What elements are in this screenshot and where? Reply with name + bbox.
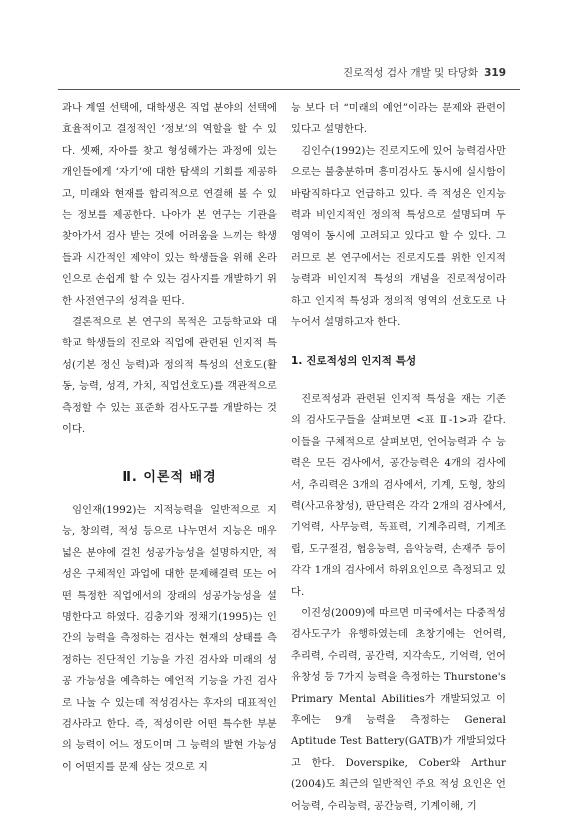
subsection-heading: 1. 진로적성의 인지적 특성 <box>291 355 417 368</box>
paragraph: 김인수(1992)는 진로지도에 있어 능력검사만으로는 불충분하며 흥미검사도 동시에 실시함이 바람직하다고 언급하고 있다. 즉 적성은 인지능력과 비인지적인 정의적 특성으로 설명되며 두 영역이 동시에 고려되고 있다고 할 수 있다. 그러므로 본 연구에서는 진로지도를 위한 인지적 능력과 비인지적 특성의 개념을 진로적성이라 하고 인지적 특성과 정의적 영역의 선호도로 나누어서 설명하고자 한다. <box>291 145 506 329</box>
paragraph: 과나 계열 선택에, 대학생은 직업 분야의 선택에 효율적이고 결정적인 ‘정보’의 역할을 할 수 있다. 셋째, 자아를 찾고 형성해가는 과정에 있는 개인들에게 ‘자기’에 대한 탐색의 기회를 제공하고, 미래와 현재를 합리적으로 연결해 볼 수 있는 정보를 제공한다. 나아가 본 연구는 기관을 찾아가서 검사 받는 것에 어려움을 느끼는 학생들과 시간적인 제약이 있는 학생들을 위해 온라인으로 손쉽게 할 수 있는 검사지를 개발하기 위한 사전연구의 성격을 띤다. <box>62 103 277 307</box>
paragraph: 이진성(2009)에 따르면 미국에서는 다중적성검사도구가 유행하였는데 초창기에는 언어력, 추리력, 수리력, 공간력, 지각속도, 기억력, 언어 유창성 등 7가지 능력을 측정하는 Thurstone's Primary Mental Abilities가 개발되었고 이후에는 9개 능력을 측정하는 General Aptitude Test Battery(GATB)가 개발되었다고 한다. Doverspike, Cober와 Arthur (2004)도 최근의 일반적인 주요 적성 요인은 언어능력, 수리능력, 공간능력, 기계이해, 기 <box>291 607 506 812</box>
header-rule <box>58 89 520 90</box>
page-header <box>0 62 572 82</box>
paragraph: 진로적성과 관련된 인지적 특성을 재는 기존의 검사도구들을 살펴보면 <표 Ⅱ-1>과 같다. 이들을 구체적으로 살펴보면, 언어능력과 수 능력은 모든 검사에서, 공간능력은 4개의 검사에서, 추리력은 3개의 검사에서, 기계, 도형, 창의력(사고유창성), 판단력은 각각 2개의 검사에서, 기억력, 사무능력, 독표력, 기계추리력, 기계조립, 도구절검, 협응능력, 음악능력, 손재주 등이 각각 1개의 검사에서 하위요인으로 측정되고 있다. <box>291 393 506 598</box>
page-number: 319 <box>484 67 506 79</box>
section-heading: Ⅱ. 이론적 배경 <box>122 469 217 485</box>
right-column <box>291 98 506 817</box>
running-title: 진로적성 검사 개발 및 타당화 <box>343 67 479 79</box>
left-column <box>62 98 277 778</box>
running-header <box>343 65 506 80</box>
paragraph: 임인재(1992)는 지적능력을 일반적으로 지능, 창의력, 적성 등으로 나누면서 지능은 매우 넓은 분야에 걸친 성공가능성을 설명하지만, 적성은 구체적인 과업에 대한 문제해결력 또는 어떤 특정한 직업에서의 장래의 성공가능성을 설명한다고 하였다. 김충기와 정채기(1995)는 인간의 능력을 측정하는 검사는 현재의 상태를 측정하는 진단적인 기능을 가진 검사와 미래의 성공 가능성을 예측하는 예언적 기능을 가진 검사로 나눌 수 있는데 적성검사는 후자의 대표적인 검사라고 한다. 즉, 적성이란 어떤 특수한 부분의 능력이 어느 정도이며 그 능력의 발현 가능성이 어떤지를 문제 삼는 것으로 지 <box>62 504 277 773</box>
paragraph: 결론적으로 본 연구의 목적은 고등학교와 대학교 학생들의 진로와 직업에 관련된 인지적 특성(기본 정신 능력)과 정의적 특성의 선호도(활동, 능력, 성격, 가치, 직업선호도)를 객관적으로 측정할 수 있는 표준화 검사도구를 개발하는 것이다. <box>62 317 277 436</box>
paragraph: 능 보다 더 “미래의 예언”이라는 문제와 관련이 있다고 설명한다. <box>291 103 506 136</box>
